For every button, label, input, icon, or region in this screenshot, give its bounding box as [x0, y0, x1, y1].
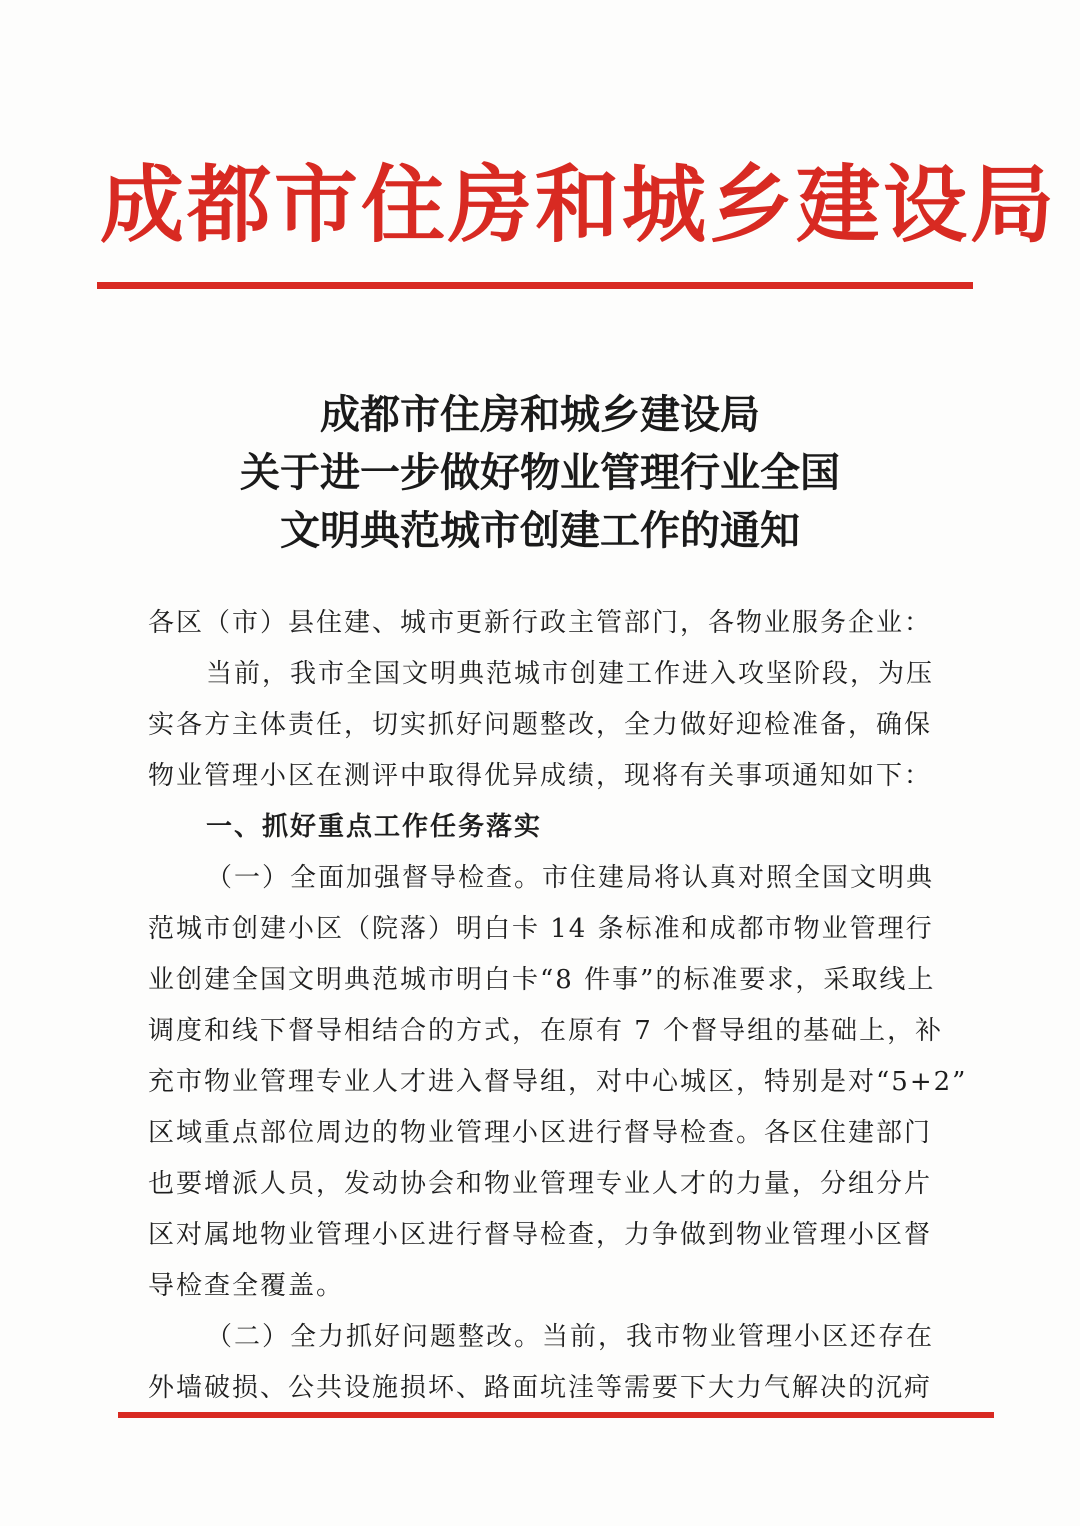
paragraph-line: 外墙破损、公共设施损坏、路面坑洼等需要下大力气解决的沉疴 [148, 1373, 933, 1403]
paragraph-line: 当前，我市全国文明典范城市创建工作进入攻坚阶段，为压 [206, 659, 935, 689]
document-title-line: 文明典范城市创建工作的通知 [280, 507, 800, 554]
section-heading: 一、抓好重点工作任务落实 [206, 812, 543, 842]
paragraph-line: 区域重点部位周边的物业管理小区进行督导检查。各区住建部门 [148, 1118, 933, 1148]
paragraph-line: 业创建全国文明典范城市明白卡“8 件事”的标准要求，采取线上 [148, 965, 936, 995]
page-bottom-rule [118, 1412, 994, 1418]
paragraph-line: 区对属地物业管理小区进行督导检查，力争做到物业管理小区督 [148, 1220, 933, 1250]
paragraph-line: 实各方主体责任，切实抓好问题整改，全力做好迎检准备，确保 [148, 710, 933, 740]
paragraph-line: 导检查全覆盖。 [148, 1271, 345, 1301]
masthead-divider [97, 282, 973, 289]
paragraph-line: 物业管理小区在测评中取得优异成绩，现将有关事项通知如下： [148, 761, 933, 791]
paragraph-line: （一）全面加强督导检查。市住建局将认真对照全国文明典 [206, 863, 935, 893]
document-body [148, 598, 968, 1414]
document-title-line: 关于进一步做好物业管理行业全国 [240, 449, 840, 496]
document-title-line: 成都市住房和城乡建设局 [320, 391, 760, 438]
masthead-title: 成都市住房和城乡建设局 [100, 156, 1058, 254]
document-title [100, 386, 980, 560]
salutation: 各区（市）县住建、城市更新行政主管部门，各物业服务企业： [148, 608, 933, 638]
paragraph-line: 充市物业管理专业人才进入督导组，对中心城区，特别是对“5+2” [148, 1067, 968, 1097]
paragraph-line: （二）全力抓好问题整改。当前，我市物业管理小区还存在 [206, 1322, 935, 1352]
paragraph-line: 范城市创建小区（院落）明白卡 14 条标准和成都市物业管理行 [148, 914, 934, 944]
paragraph-line: 调度和线下督导相结合的方式，在原有 7 个督导组的基础上，补 [148, 1016, 944, 1046]
paragraph-line: 也要增派人员，发动协会和物业管理专业人才的力量，分组分片 [148, 1169, 933, 1199]
